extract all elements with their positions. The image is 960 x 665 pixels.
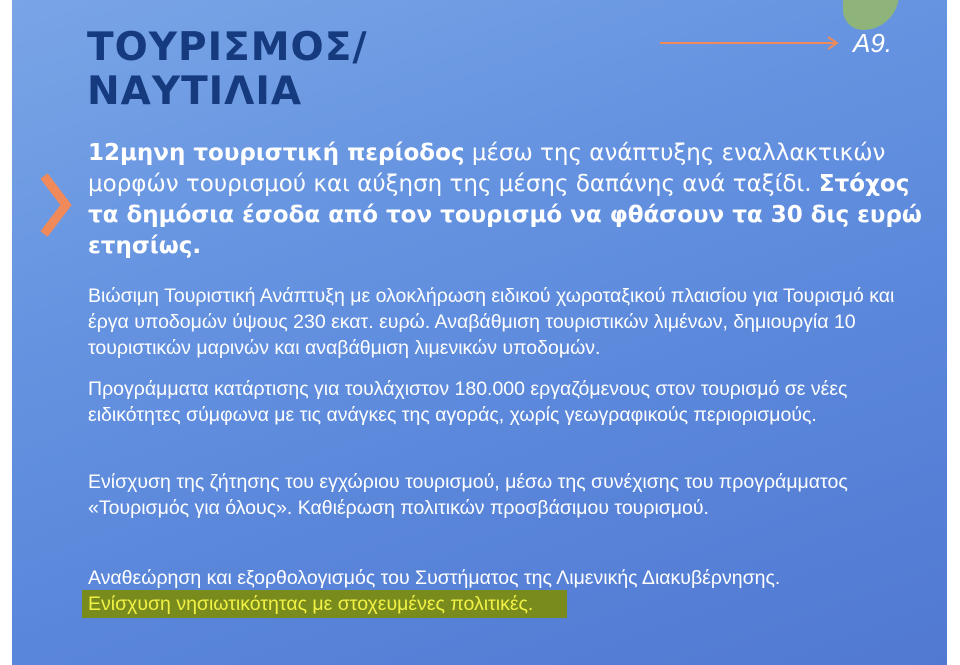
leaf-decoration — [843, 0, 899, 30]
chevron-right-icon — [38, 172, 72, 238]
slide-page — [12, 0, 947, 665]
title-line-1: ΤΟΥΡΙΣΜΟΣ/ — [87, 25, 368, 70]
port-governance-text: Αναθεώρηση και εξορθολογισμός του Συστήματος της Λιμενικής Διακυβέρνησης. — [88, 567, 781, 589]
lead-normal-1: μέσω της ανάπτυξης εναλλακτικών μορφών τουρισμού και αύξηση της μέσης δαπάνης ανά ταξίδι. — [88, 140, 886, 197]
page-code: Α9. — [853, 28, 893, 58]
lead-bold-2: Στόχος τα δημόσια έσοδα από τον τουρισμό να φθάσουν τα 30 δις ευρώ ετησίως. — [88, 171, 922, 259]
paragraph-training-programs: Προγράμματα κατάρτισης για τουλάχιστον 180.000 εργαζόμενους στον τουρισμό σε νέες ειδικότητες σύμφωνα με τις ανάγκες της αγοράς, χωρίς γεωγραφικούς περιορισμούς. — [88, 378, 848, 426]
paragraph-port-governance — [88, 565, 928, 617]
title-line-2: ΝΑΥΤΙΛΙΑ — [87, 69, 303, 114]
page-title — [87, 26, 368, 114]
paragraph-sustainable-development: Βιώσιμη Τουριστική Ανάπτυξη με ολοκλήρωση ειδικού χωροταξικού πλαισίου για Τουρισμό και έργα υποδομών ύψους 230 εκατ. ευρώ. Αναβάθμιση τουριστικών λιμένων, δημιουργία 10 τουριστικών μαρινών και αναβάθμιση λιμενικών υποδομών. — [88, 285, 895, 359]
lead-bold-1: 12μηνη τουριστική περίοδος — [88, 140, 465, 166]
paragraph-domestic-tourism: Ενίσχυση της ζήτησης του εγχώριου τουρισμού, μέσω της συνέχισης του προγράμματος «Τουρισμός για όλους». Καθιέρωση πολιτικών προσβάσιμου τουρισμού. — [88, 471, 848, 519]
lead-paragraph — [88, 138, 938, 262]
long-right-arrow-icon — [660, 36, 840, 50]
highlighted-islands-policy: Ενίσχυση νησιωτικότητας με στοχευμένες πολιτικές. — [82, 590, 567, 618]
